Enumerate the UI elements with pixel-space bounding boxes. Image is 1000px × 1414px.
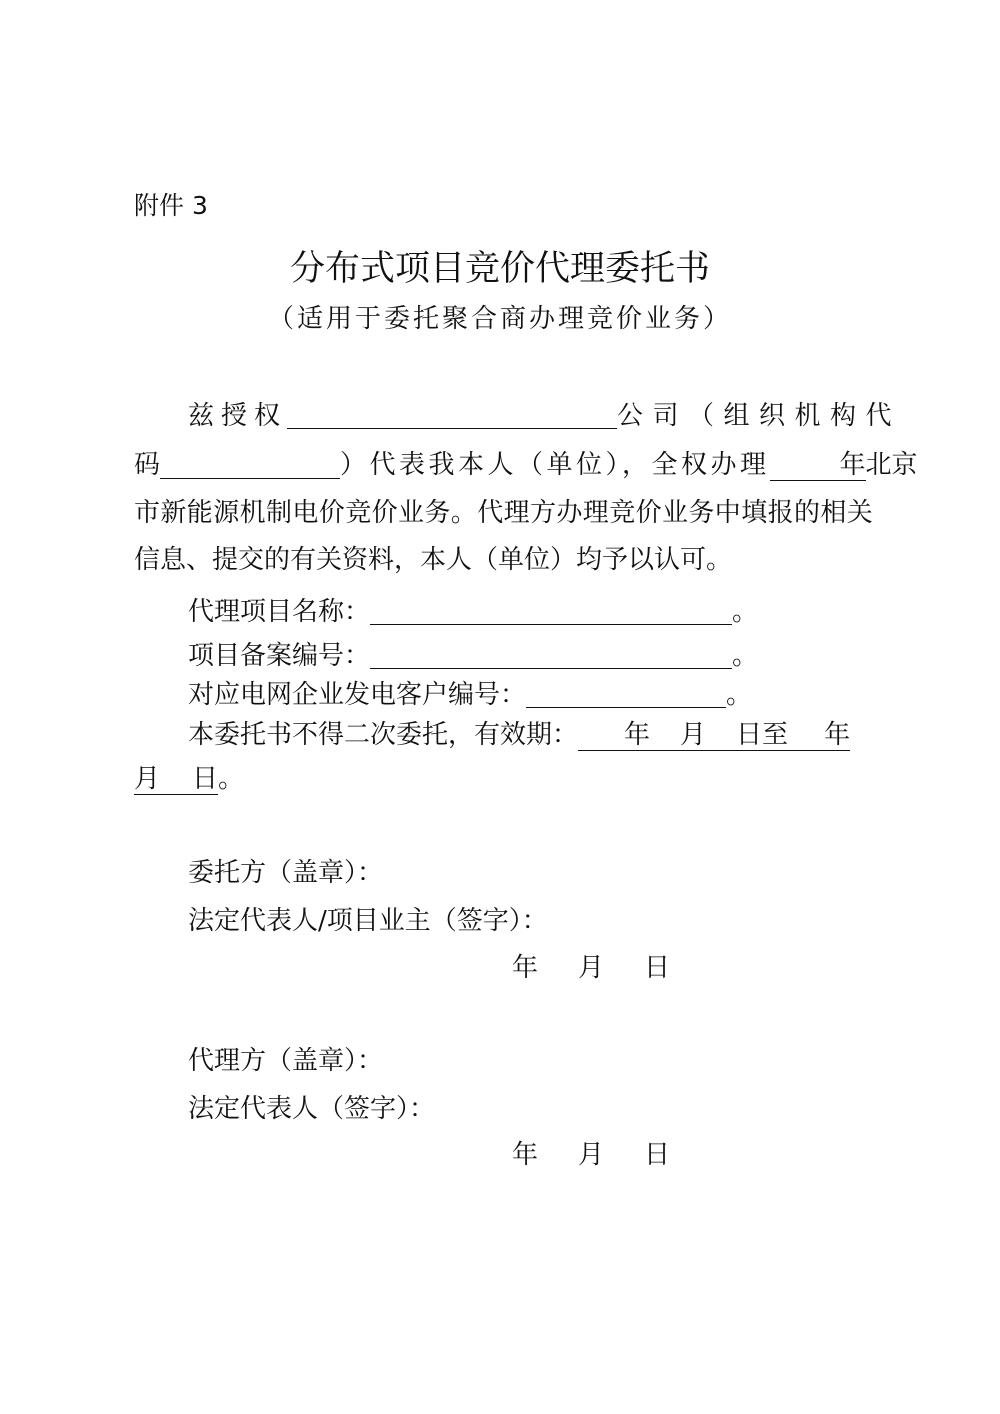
period-mark: 。 bbox=[726, 680, 753, 710]
paragraph-line-2 bbox=[134, 450, 918, 479]
project-name-blank[interactable] bbox=[370, 596, 732, 625]
record-no-row bbox=[188, 640, 758, 669]
represent-text: ）代表我本人（单位），全权办理 bbox=[340, 450, 770, 480]
project-name-row bbox=[188, 596, 758, 625]
agent-sign-label: 法定代表人（签字）： bbox=[188, 1094, 436, 1124]
paragraph-line-3: 市新能源机制电价竞价业务。代理方办理竞价业务中填报的相关 bbox=[134, 498, 874, 528]
year-blank[interactable]: 年 bbox=[770, 450, 866, 481]
project-name-label: 代理项目名称： bbox=[188, 597, 371, 627]
authorize-text: 兹授权 bbox=[188, 401, 288, 431]
validity-start-blank[interactable]: 年 月 日至 年 bbox=[578, 720, 850, 751]
org-code-blank[interactable] bbox=[160, 450, 340, 479]
document-title: 分布式项目竞价代理委托书 bbox=[289, 249, 710, 289]
validity-end-blank[interactable]: 月 日 bbox=[134, 764, 219, 794]
principal-year: 年 bbox=[512, 953, 539, 983]
attachment-label: 附件 3 bbox=[134, 191, 208, 220]
company-suffix-text: 公司（组织机构代 bbox=[617, 401, 902, 431]
period-mark: 。 bbox=[732, 597, 759, 627]
customer-no-row bbox=[188, 679, 752, 708]
record-no-blank[interactable] bbox=[370, 640, 732, 669]
company-name-blank[interactable] bbox=[287, 400, 617, 429]
beijing-text: 北京 bbox=[865, 450, 918, 480]
agent-date bbox=[512, 1142, 670, 1168]
code-text: 码 bbox=[134, 450, 161, 480]
principal-seal-label: 委托方（盖章）： bbox=[188, 858, 384, 888]
period-mark: 。 bbox=[732, 641, 759, 671]
principal-date bbox=[512, 955, 670, 981]
period-mark: 。 bbox=[218, 764, 245, 794]
customer-no-label: 对应电网企业发电客户编号： bbox=[188, 680, 527, 710]
validity-row bbox=[188, 722, 850, 748]
paragraph-line-4: 信息、提交的有关资料，本人（单位）均予以认可。 bbox=[134, 545, 733, 575]
agent-seal-label: 代理方（盖章）： bbox=[188, 1046, 384, 1076]
validity-row-2 bbox=[134, 766, 244, 792]
agent-year: 年 bbox=[512, 1140, 539, 1170]
principal-sign-label: 法定代表人/项目业主（签字）： bbox=[188, 906, 548, 936]
document-subtitle: （适用于委托聚合商办理竞价业务） bbox=[267, 304, 732, 334]
validity-label: 本委托书不得二次委托，有效期： bbox=[188, 720, 579, 750]
record-no-label: 项目备案编号： bbox=[188, 641, 371, 671]
paragraph-line-1 bbox=[188, 400, 901, 429]
principal-month: 月 bbox=[578, 953, 605, 983]
customer-no-blank[interactable] bbox=[526, 679, 726, 708]
principal-day: 日 bbox=[644, 953, 671, 983]
agent-month: 月 bbox=[578, 1140, 605, 1170]
agent-day: 日 bbox=[644, 1140, 671, 1170]
